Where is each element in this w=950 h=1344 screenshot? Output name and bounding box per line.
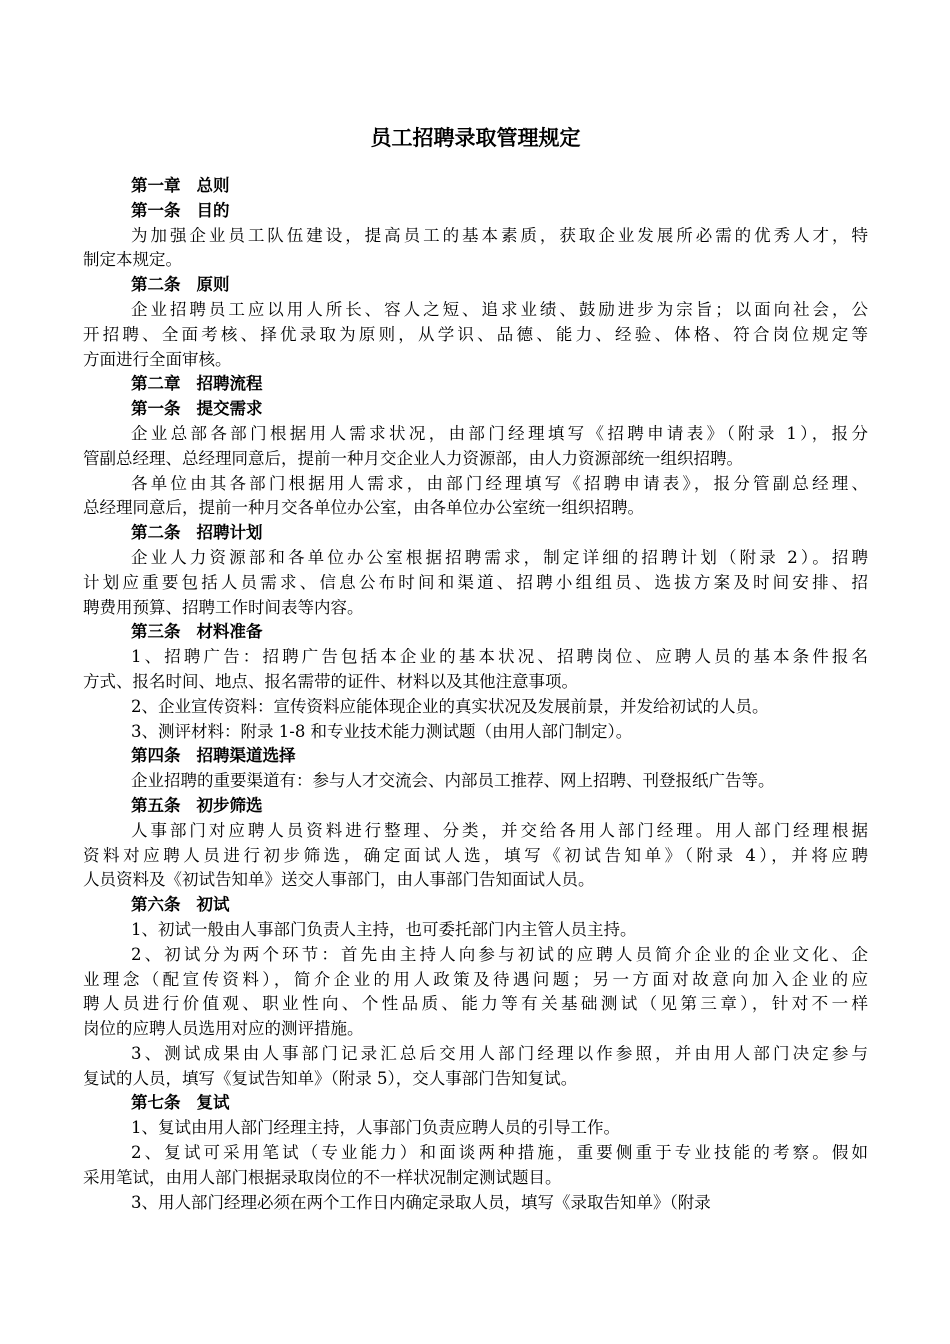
- section-number: 第一章: [131, 176, 181, 195]
- paragraph-line: 计划应重要包括人员需求、信息公布时间和渠道、招聘小组组员、选拔方案及时间安排、招: [83, 572, 868, 592]
- section-number: 第二条: [131, 275, 181, 295]
- paragraph-line: 开招聘、全面考核、择优录取为原则，从学识、品德、能力、经验、体格、符合岗位规定等: [83, 324, 868, 344]
- section-heading: [83, 174, 868, 199]
- section-number: 第三条: [131, 622, 181, 642]
- section-number: 第一条: [131, 200, 181, 220]
- section-number: 第二条: [131, 523, 181, 543]
- paragraph-line: 聘人员进行价值观、职业性向、个性品质、能力等有关基础测试（见第三章），针对不一样: [83, 994, 868, 1014]
- paragraph: [83, 472, 868, 522]
- paragraph: [83, 1191, 868, 1216]
- paragraph-line: 复试的人员，填写《复试告知单》（附录 5），交人事部门告知复试。: [83, 1068, 578, 1088]
- paragraph-line: 管副总经理、总经理同意后，提前一种月交企业人力资源部，由人力资源部统一组织招聘。: [83, 448, 743, 468]
- paragraph: [83, 1116, 868, 1141]
- paragraph-line: 1、初试一般由人事部门负责人主持，也可委托部门内主管人员主持。: [131, 919, 637, 939]
- section-title: 总则: [196, 176, 230, 195]
- section-title: 目的: [196, 200, 230, 220]
- paragraph: [83, 720, 868, 745]
- paragraph-line: 各单位由其各部门根据用人需求，由部门经理填写《招聘申请表》，报分管副总经理、: [131, 473, 868, 493]
- paragraph: [83, 546, 868, 620]
- paragraph-line: 业理念（配宣传资料），简介企业的用人政策及待遇问题；另一方面对故意向加入企业的应: [83, 969, 868, 989]
- paragraph-line: 人员资料及《初试告知单》送交人事部门，由人事部门告知面试人员。: [83, 870, 595, 890]
- paragraph-line: 1、复试由用人部门经理主持，人事部门负责应聘人员的引导工作。: [131, 1118, 620, 1138]
- section-title: 材料准备: [196, 622, 263, 642]
- paragraph-line: 岗位的应聘人员选用对应的测评措施。: [83, 1019, 364, 1039]
- section-number: 第五条: [131, 795, 181, 815]
- section-title: 招聘渠道选择: [196, 746, 296, 766]
- section-heading: [83, 273, 868, 298]
- paragraph: [83, 422, 868, 472]
- paragraph: [83, 819, 868, 893]
- section-heading: [83, 199, 868, 224]
- section-number: 第一条: [131, 399, 181, 419]
- section-number: 第二章: [131, 374, 181, 394]
- paragraph-line: 聘费用预算、招聘工作时间表等内容。: [83, 597, 364, 617]
- section-heading: [83, 893, 868, 918]
- section-heading: [83, 794, 868, 819]
- section-heading: [83, 397, 868, 422]
- paragraph: [83, 769, 868, 794]
- section-title: 招聘流程: [196, 374, 263, 394]
- section-heading: [83, 372, 868, 397]
- section-number: 第四条: [131, 746, 181, 766]
- section-title: 招聘计划: [196, 523, 263, 543]
- paragraph-line: 企业招聘员工应以用人所长、容人之短、追求业绩、鼓励进步为宗旨；以面向社会，公: [131, 299, 868, 319]
- section-title: 初试: [196, 895, 230, 915]
- paragraph-line: 2、初试分为两个环节：首先由主持人向参与初试的应聘人员简介企业的企业文化、企: [131, 944, 868, 964]
- paragraph: [83, 645, 868, 695]
- section-title: 原则: [196, 275, 230, 295]
- paragraph-line: 方式、报名时间、地点、报名需带的证件、材料以及其他注意事项。: [83, 671, 578, 691]
- paragraph-line: 资料对应聘人员进行初步筛选，确定面试人选，填写《初试告知单》（附录 4），并将应聘: [83, 845, 868, 865]
- section-title: 提交需求: [196, 399, 263, 419]
- paragraph-line: 采用笔试，由用人部门根据录取岗位的不一样状况制定测试题目。: [83, 1167, 562, 1187]
- paragraph: [83, 224, 868, 274]
- section-number: 第六条: [131, 895, 181, 915]
- paragraph: [83, 943, 868, 1042]
- section-number: 第七条: [131, 1093, 181, 1113]
- paragraph-line: 方面进行全面审核。: [83, 349, 232, 369]
- document-body: [83, 174, 868, 1215]
- paragraph-line: 2、复试可采用笔试（专业能力）和面谈两种措施，重要侧重于专业技能的考察。假如: [131, 1143, 868, 1163]
- paragraph: [83, 695, 868, 720]
- paragraph-line: 为加强企业员工队伍建设，提高员工的基本素质，获取企业发展所必需的优秀人才，特: [131, 225, 868, 245]
- paragraph: [83, 1042, 868, 1092]
- section-heading: [83, 620, 868, 645]
- paragraph: [83, 918, 868, 943]
- paragraph: [83, 1141, 868, 1191]
- document-title: 员工招聘录取管理规定: [370, 126, 581, 150]
- section-heading: [83, 1091, 868, 1116]
- section-title: 初步筛选: [196, 795, 263, 815]
- section-heading: [83, 744, 868, 769]
- paragraph-line: 企业招聘的重要渠道有：参与人才交流会、内部员工推荐、网上招聘、刊登报纸广告等。: [131, 771, 775, 791]
- section-title: 复试: [196, 1093, 230, 1113]
- paragraph-line: 企业总部各部门根据用人需求状况，由部门经理填写《招聘申请表》（附录 1），报分: [131, 423, 868, 443]
- paragraph-line: 1、招聘广告：招聘广告包括本企业的基本状况、招聘岗位、应聘人员的基本条件报名: [131, 647, 868, 667]
- paragraph: [83, 298, 868, 372]
- paragraph-line: 制定本规定。: [83, 250, 182, 270]
- paragraph-line: 人事部门对应聘人员资料进行整理、分类，并交给各用人部门经理。用人部门经理根据: [131, 820, 868, 840]
- paragraph-line: 2、企业宣传资料：宣传资料应能体现企业的真实状况及发展前景，并发给初试的人员。: [131, 696, 769, 716]
- paragraph-line: 总经理同意后，提前一种月交各单位办公室，由各单位办公室统一组织招聘。: [83, 498, 644, 518]
- section-heading: [83, 521, 868, 546]
- paragraph-line: 企业人力资源部和各单位办公室根据招聘需求，制定详细的招聘计划（附录 2）。招聘: [131, 547, 868, 567]
- paragraph-line: 3、测评材料：附录 1-8 和专业技术能力测试题（由用人部门制定）。: [131, 721, 633, 741]
- paragraph-line: 3、用人部门经理必须在两个工作日内确定录取人员，填写《录取告知单》（附录: [131, 1192, 711, 1212]
- paragraph-line: 3、测试成果由人事部门记录汇总后交用人部门经理以作参照，并由用人部门决定参与: [131, 1043, 868, 1063]
